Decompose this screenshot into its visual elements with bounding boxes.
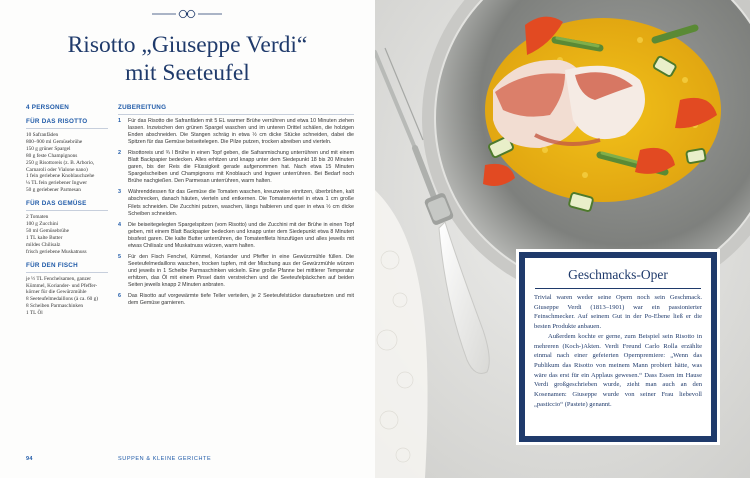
step-number: 5	[118, 253, 121, 260]
step	[118, 118, 354, 146]
list-item: ¼ TL fein geriebener Ingwer	[26, 180, 88, 187]
step	[118, 189, 354, 217]
step	[118, 254, 354, 289]
sidebar-paragraph: Außerdem kochte er gerne, zum Beispiel sein Risotto in mehreren (Koch-)Akten. Verdi Freund Carlo Rolla erzählte einmal nach einer gefeierten Opernpremiere: „Wenn das Publikum das Risotto von meinem Mann probiert hätte, was wäre das erst für ein Applaus gewesen.“ Dass Essen im Hause Verdi großgeschrieben wurde, zieht man auch an den Kosenamen: Giuseppe wurde von seiner Frau liebevoll „pasticcio“ (Pastete) genannt.	[534, 332, 702, 408]
list-item: 50 g geriebener Parmesan	[26, 187, 81, 194]
list-item: 250 g Risottoreis (z. B. Arborio,	[26, 159, 95, 166]
list-item: frisch geriebene Muskatnuss	[26, 248, 87, 255]
recipe-title	[30, 31, 345, 87]
divider	[535, 288, 701, 289]
step-text: Für das Risotto die Safranfäden mit 5 EL warmer Brühe verrühren und etwa 10 Minuten ziehen lassen. Inzwischen den grünen Spargel waschen und im unteren Drittel schälen, die holzigen Enden abschneiden. Die Stangen schräg in etwa ½ cm dicke Stücke schneiden, dabei die Spitzen für das Gemüse beiseitelegen. Die Pilze putzen, trocken abreiben und vierteln.	[128, 118, 354, 146]
step-number: 3	[118, 189, 121, 196]
ingredient-section-risotto	[26, 118, 108, 194]
step	[118, 150, 354, 185]
corner-ornament-icon	[704, 429, 716, 441]
running-head: SUPPEN & KLEINE GERICHTE	[118, 456, 212, 462]
step-text: Die beiseitegelegten Spargelspitzen (vom Risotto) und die Zucchini mit der Brühe in einen Topf geben, mit einem Blatt Backpapier bedecken und knapp unter dem Siedepunkt etwa 8 Minuten bissfest garen. Die kalte Butter unterrühren, die Tomatenfilets hinzufügen und alles jeweils mit etwas Chilisalz und Muskatnuss würzen, warm halten.	[128, 221, 354, 249]
page-number: 94	[26, 456, 33, 462]
list-item: 1 TL kalte Butter	[26, 234, 63, 241]
step-number: 6	[118, 293, 121, 300]
list-item: Carnaroli oder Vialone nano)	[26, 166, 88, 173]
list-item: 2 Tomaten	[26, 214, 49, 221]
list-item: körner für die Gewürzmühle	[26, 289, 87, 296]
divider	[26, 272, 108, 273]
sidebar-box-text	[534, 293, 702, 409]
list-item: 1 TL Öl	[26, 310, 43, 317]
corner-ornament-icon	[520, 253, 532, 265]
ornament-icon	[152, 8, 222, 20]
list-item: 1 fein geriebene Knoblauchzehe	[26, 173, 95, 180]
recipe-title-line2: mit Seeteufel	[125, 60, 250, 86]
list-item: je ½ TL Fenchelsamen, ganzer	[26, 275, 92, 282]
recipe-title-line1: Risotto „Giuseppe Verdi“	[67, 32, 308, 58]
divider	[26, 210, 108, 211]
corner-ornament-icon	[520, 429, 532, 441]
step-text: Das Risotto auf vorgewärmte tiefe Teller verteilen, je 2 Seeteufelstücke daraufsetzen und mit dem Gemüse garnieren.	[128, 293, 354, 307]
preparation-column	[118, 104, 354, 311]
list-item: 80 g feste Champignons	[26, 152, 78, 159]
divider	[26, 128, 108, 129]
list-item: 150 g grüner Spargel	[26, 145, 71, 152]
step-text: Für den Fisch Fenchel, Kümmel, Koriander und Pfeffer in eine Gewürzmühle füllen. Die Seeteufelmedaillons waschen, trocken tupfen, mit der Mischung aus der Gewürzmühle würzen und jeweils in 1 Scheibe Parmaschinken wickeln. Eine große Pfanne bei mittlerer Temperatur erhitzen, das Öl mit einem Pinsel darin verstreichen und die Seeteufelpäckchen auf beiden Seiten jeweils knapp 2 Minuten anbraten.	[128, 253, 354, 288]
list-item: 8 Seeteufelmedaillons (à ca. 60 g)	[26, 296, 99, 303]
ingredient-list	[26, 214, 108, 255]
step-number: 1	[118, 118, 121, 124]
list-item: 100 g Zucchini	[26, 221, 59, 228]
sidebar-box	[519, 252, 717, 442]
list-item: 800–900 ml Gemüsebrühe	[26, 138, 83, 145]
step-number: 4	[118, 221, 121, 228]
list-item: 8 Scheiben Parmaschinken	[26, 303, 84, 310]
step	[118, 293, 354, 307]
ingredient-heading: FÜR DAS RISOTTO	[26, 118, 88, 125]
ingredients-column	[26, 104, 108, 323]
step-text: Risottoreis und ¾ l Brühe in einen Topf geben, die Safranmischung unterrühren und mit einem Blatt Backpapier bedecken. Alles erhitzen und knapp unter dem Siedepunkt 18 bis 20 Minuten garen, bis der Reis die Flüssigkeit gerade aufgenommen hat. Nach etwa 15 Minuten Spargelscheiben und Champignons mit Knoblauch und Ingwer unterrühren. Bei Bedarf noch Brühe nachgießen. Den Parmesan unterrühren, warm halten.	[128, 150, 354, 185]
step	[118, 222, 354, 250]
list-item: 50 ml Gemüsebrühe	[26, 227, 69, 234]
ingredient-list	[26, 276, 108, 317]
step-text: Währenddessen für das Gemüse die Tomaten waschen, kreuzweise einritzen, überbrühen, kalt abschrecken, danach häuten, vierteln und entkernen. Die Tomatenviertel in etwa 1 cm große Filets schneiden. Die Zucchini putzen, waschen, längs halbieren und quer in etwa ½ cm dicke Scheiben schneiden.	[128, 189, 354, 217]
list-item: Kümmel, Koriander- und Pfeffer-	[26, 282, 98, 289]
list-item: 10 Safranfäden	[26, 132, 59, 138]
sidebar-paragraph: Trivial waren weder seine Opern noch sein Geschmack. Giuseppe Verdi (1813–1901) war ein passionierter Feinschmecker. Auf seinem Gut in der Po-Ebene ließ er die besten Produkte anbauen.	[534, 294, 702, 331]
ingredient-heading: FÜR DAS GEMÜSE	[26, 200, 87, 208]
divider	[118, 114, 354, 115]
ingredient-section-vegetables	[26, 200, 108, 255]
sidebar-box-title: Geschmacks-Oper	[568, 267, 668, 282]
ingredient-section-fish	[26, 262, 108, 317]
corner-ornament-icon	[704, 253, 716, 265]
servings-heading: 4 PERSONEN	[26, 104, 70, 111]
ingredient-heading: FÜR DEN FISCH	[26, 261, 78, 269]
list-item: mildes Chilisalz	[26, 241, 61, 248]
sidebar-box-inner	[524, 257, 712, 437]
ingredient-list	[26, 132, 108, 194]
step-number: 2	[118, 150, 121, 157]
preparation-heading: ZUBEREITUNG	[118, 104, 167, 111]
